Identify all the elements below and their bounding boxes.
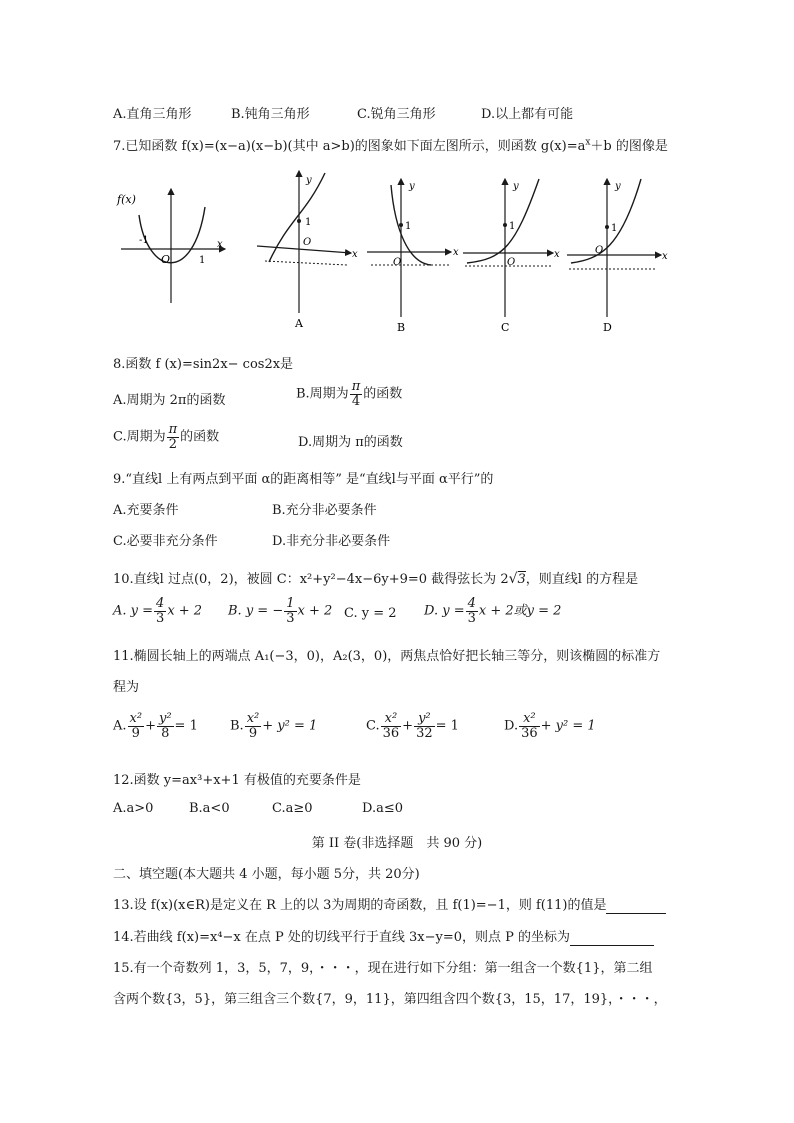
- q10-stem: 10.直线l 过点(0，2)，被圆 C：x²+y²−4x−6y+9=0 截得弦长为 2√3，则直线l 的方程是: [113, 571, 639, 587]
- q8-option-c: C.周期为 $\frac{\pi}{2}$ 的函数: [113, 422, 220, 452]
- q11-line1: 11.椭圆长轴上的两端点 A₁(−3，0)，A₂(3，0)，两焦点恰好把长轴三等分，则该椭圆的标准方: [113, 649, 661, 664]
- q10-option-d: D. y = $\frac{4}{3}$ x + 2或y = 2: [424, 596, 562, 626]
- q8-option-b: B.周期为 $\frac{\pi}{4}$ 的函数: [296, 379, 403, 409]
- svg-text:O: O: [507, 257, 516, 268]
- svg-text:x: x: [453, 247, 459, 258]
- label-a: A: [295, 317, 303, 330]
- svg-text:x: x: [352, 249, 358, 260]
- svg-text:y: y: [306, 175, 312, 186]
- svg-text:1: 1: [405, 221, 412, 232]
- graph-d: [567, 179, 668, 334]
- label-b: B: [397, 321, 406, 334]
- q14: 14.若曲线 f(x)=x⁴−x 在点 P 处的切线平行于直线 3x−y=0，则点 P 的坐标为: [113, 926, 654, 946]
- q9-option-c: C.必要非充分条件: [113, 534, 218, 549]
- svg-text:O: O: [595, 245, 604, 256]
- q12-option-b: B.a<0: [189, 801, 230, 816]
- q6-option-d: D.以上都有可能: [481, 107, 574, 122]
- svg-text:1: 1: [509, 221, 516, 232]
- q8-option-d: D.周期为 π的函数: [298, 435, 403, 450]
- svg-text:y: y: [615, 181, 621, 192]
- f-tick-1: 1: [199, 255, 206, 266]
- q11-option-d: D. $\frac{\text{x²}}{36}$ + y² = 1: [504, 711, 596, 741]
- section-heading: 二、填空题(本大题共 4 小题，每小题 5分，共 20分): [113, 867, 420, 882]
- f-tick-minus1: -1: [139, 235, 149, 246]
- f-label: f(x): [117, 193, 136, 206]
- q9-option-d: D.非充分非必要条件: [272, 534, 391, 549]
- q6-option-b: B.钝角三角形: [231, 107, 310, 122]
- label-d: D: [603, 321, 612, 334]
- f-graph: [116, 189, 225, 303]
- q9-option-b: B.充分非必要条件: [272, 503, 377, 518]
- section-title: 第 II 卷(非选择题 共 90 分): [311, 836, 483, 851]
- q7-figure: [113, 167, 673, 339]
- q12-option-d: D.a≤0: [362, 801, 404, 816]
- q12-option-a: A.a>0: [113, 801, 154, 816]
- f-origin: O: [161, 253, 171, 266]
- q9-stem: 9.“直线l 上有两点到平面 α的距离相等” 是“直线l与平面 α平行”的: [113, 472, 494, 487]
- f-axis-x: x: [217, 239, 223, 250]
- graph-c: [463, 179, 560, 334]
- q15-line1: 15.有一个奇数列 1，3，5，7，9，・・・，现在进行如下分组：第一组含一个数{1}，第二组: [113, 961, 653, 976]
- q6-option-c: C.锐角三角形: [357, 107, 436, 122]
- svg-text:x: x: [662, 251, 668, 262]
- q10-option-c: C. y = 2: [344, 606, 397, 621]
- q13-answer-blank[interactable]: [606, 898, 666, 914]
- q6-option-a: A.直角三角形: [113, 107, 192, 122]
- svg-text:O: O: [303, 237, 312, 248]
- q12-stem: 12.函数 y=ax³+x+1 有极值的充要条件是: [113, 773, 361, 788]
- label-c: C: [501, 321, 510, 334]
- q10-option-a: A. y = $\frac{4}{3}$ x + 2: [113, 596, 203, 626]
- svg-text:1: 1: [305, 217, 312, 228]
- svg-text:y: y: [409, 181, 415, 192]
- svg-text:y: y: [513, 181, 519, 192]
- q11-option-c: C. $\frac{\text{x²}}{36}$ + $\frac{\text{y²}}{32}$ = 1: [366, 711, 459, 741]
- graph-b: [367, 179, 459, 334]
- q12-option-c: C.a≥0: [272, 801, 313, 816]
- svg-text:x: x: [554, 249, 560, 260]
- q8-stem: 8.函数 f (x)=sin2x− cos2x是: [113, 357, 294, 372]
- q13: 13.设 f(x)(x∈R)是定义在 R 上的以 3为周期的奇函数，且 f(1)=−1，则 f(11)的值是: [113, 894, 666, 914]
- q9-option-a: A.充要条件: [113, 503, 179, 518]
- graph-a: [257, 171, 358, 330]
- svg-text:1: 1: [611, 223, 618, 234]
- svg-text:O: O: [393, 257, 402, 268]
- q11-option-b: B. $\frac{\text{x²}}{9}$ + y² = 1: [230, 711, 318, 741]
- q11-line2: 程为: [113, 680, 140, 695]
- q11-option-a: A. $\frac{\text{x²}}{9}$ + $\frac{\text{y²}}{8}$ = 1: [113, 711, 198, 741]
- q10-option-b: B. y = − $\frac{1}{3}$ x + 2: [228, 596, 333, 626]
- q7-stem: 7.已知函数 f(x)=(x−a)(x−b)(其中 a>b)的图象如下面左图所示，则函数 $g(x)=a^x+b$ 的图像是: [113, 137, 668, 154]
- q14-answer-blank[interactable]: [570, 930, 654, 946]
- q8-option-a: A.周期为 2π的函数: [113, 393, 226, 408]
- q15-line2: 含两个数{3，5}，第三组含三个数{7，9，11}，第四组含四个数{3，15，17，19}，・・・，: [113, 992, 667, 1007]
